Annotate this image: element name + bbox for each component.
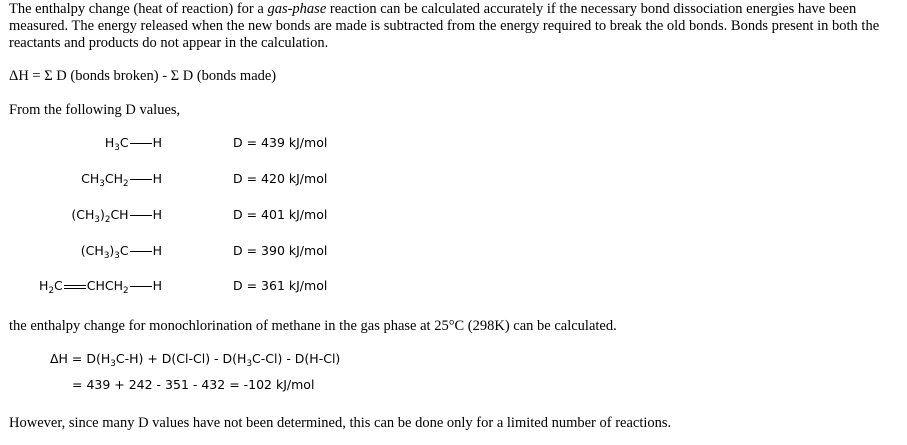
closing-text: However, since many D values have not been determined, this can be done only for a limited number of reactions. [9,415,672,431]
single-bond [130,286,152,287]
d-value-allyl: D = 361 kJ/mol [233,278,328,293]
molecule-ethane: $CH_3CH_2$ H [81,171,162,189]
single-bond [130,179,152,180]
equation-line-2: = 439 + 242 - 351 - 432 = -102 kJ/mol [72,377,315,392]
molecule-isopropyl: $(CH_3)_2CH$ H [71,207,162,225]
d-value-ethane: D = 420 kJ/mol [233,171,328,186]
d-value-tertbutyl: D = 390 kJ/mol [233,243,328,258]
molecule-methane: $H_3C$ H [104,135,162,153]
d-value-isopropyl: D = 401 kJ/mol [233,207,328,222]
intro-text-1: The enthalpy change (heat of reaction) for a [9,1,268,17]
from-text: From the following D values, [9,102,181,118]
intro-paragraph [9,1,894,52]
equation-line-1: $\Delta H = D(H_3C-H) + D(Cl-Cl) - D(H_3C-Cl) - D(H-Cl)$ [50,351,341,369]
single-bond [130,215,152,216]
single-bond [130,251,152,252]
double-bond [64,285,86,289]
intro-text-2: reaction can be calculated accurately if the necessary bond dissociation energies have been measured. The energy released when the new bonds are made is subtracted from the energy required to break the old bonds. Bonds present in both the reactants and products do not appear in the calculation. [9,1,880,51]
molecule-tertbutyl: $(CH_3)_3C$ H [80,243,162,261]
single-bond [130,143,152,144]
enthalpy-change-text: the enthalpy change for monochlorination of methane in the gas phase at 25°C (298K) can be calculated. [9,318,617,334]
enthalpy-formula: ΔH = Σ D (bonds broken) - Σ D (bonds made) [9,68,277,84]
intro-emphasis: gas-phase [267,1,327,17]
molecule-allyl: $H_2C$ $CHCH_2$ H [39,278,162,296]
d-value-methane: D = 439 kJ/mol [233,135,328,150]
